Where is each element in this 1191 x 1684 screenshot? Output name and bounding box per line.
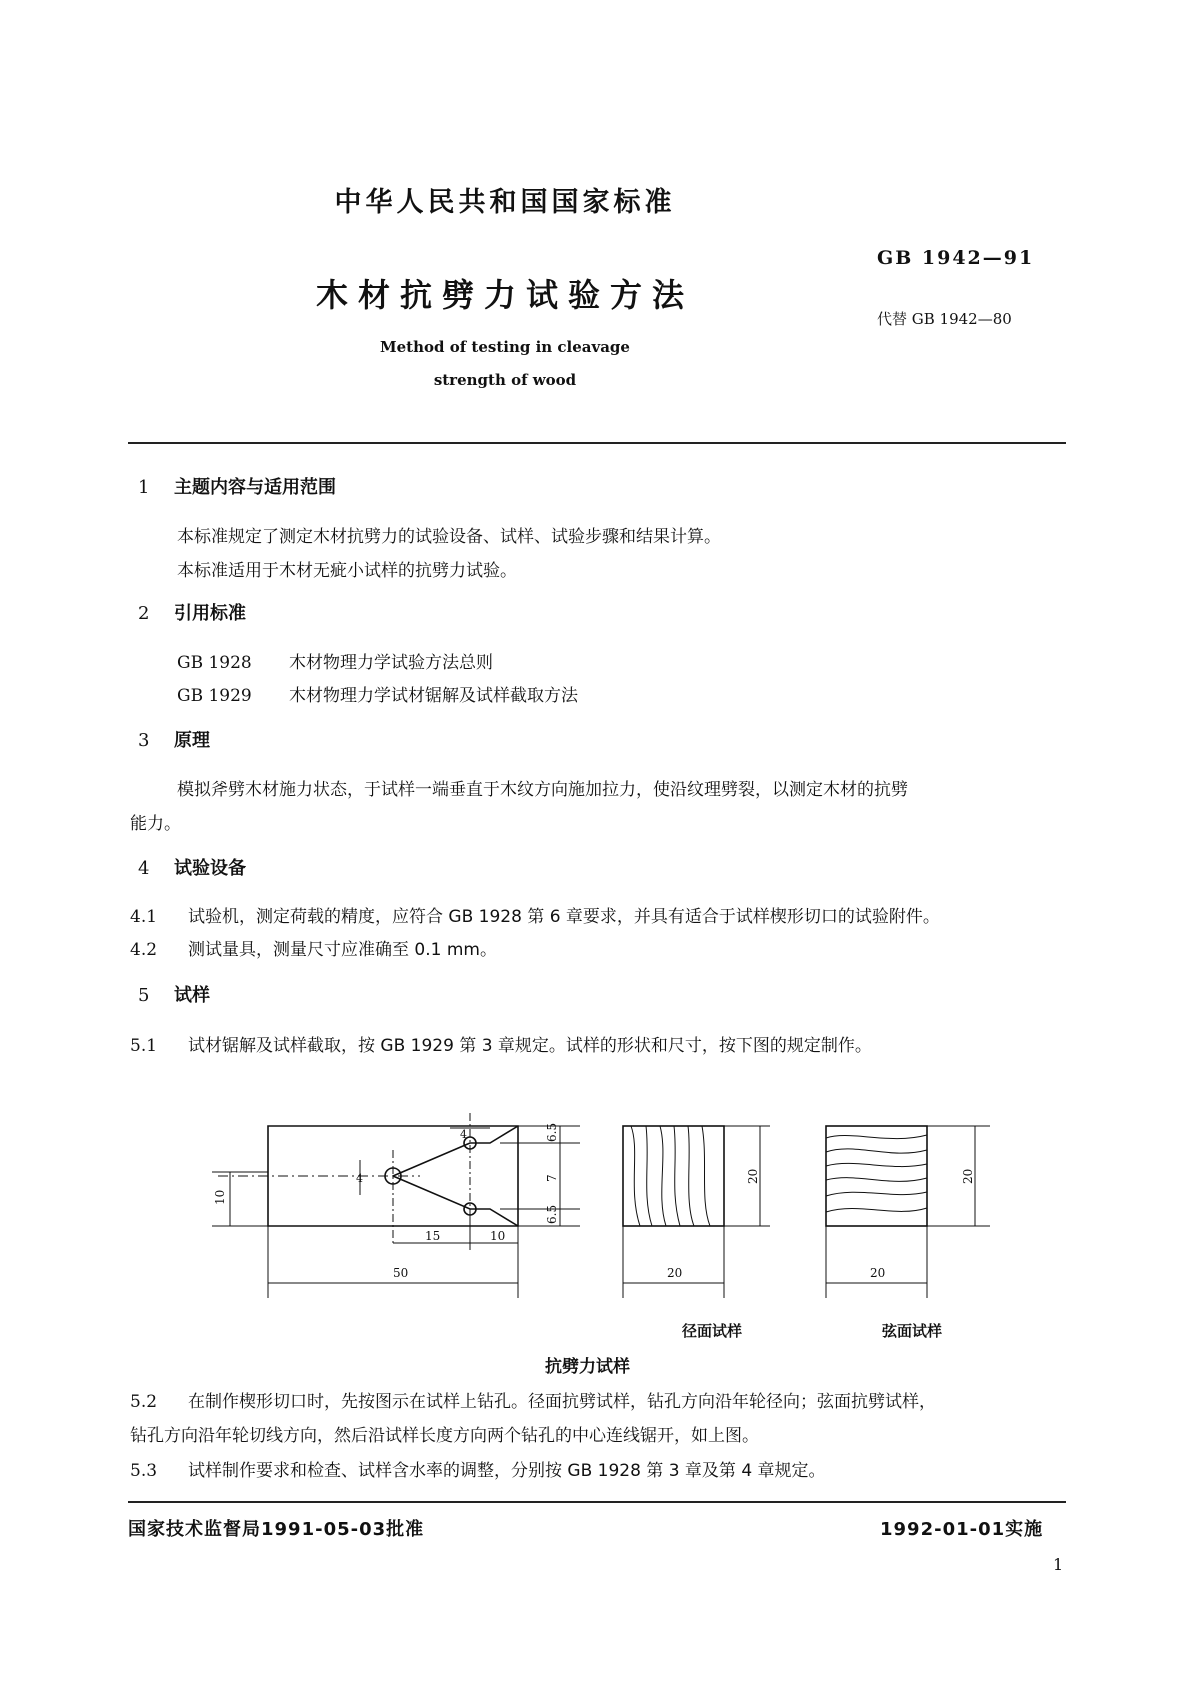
label-radial-specimen: 径面试样 (682, 1322, 743, 1340)
effective-date: 1992-01-01实施 (880, 1519, 1044, 1540)
dim-20-radial-height: 20 (746, 1168, 760, 1184)
section-4-heading: 4 试验设备 (138, 858, 246, 879)
reference-item: GB 1929 木材物理力学试材锯解及试样截取方法 (177, 686, 578, 706)
dim-50: 50 (393, 1266, 409, 1280)
section-5-heading: 5 试样 (138, 985, 210, 1006)
clause-5-3: 5.3 试样制作要求和检查、试样含水率的调整，分别按 GB 1928 第 3 章及第 4 章规定。 (130, 1461, 826, 1481)
national-standard-heading: 中华人民共和国国家标准 (334, 187, 676, 218)
dim-10-bottom: 10 (490, 1229, 506, 1243)
section-1-paragraph-2: 本标准适用于木材无疵小试样的抗劈力试验。 (177, 561, 517, 581)
section-3-heading: 3 原理 (138, 730, 210, 751)
wedge-notch (393, 1126, 518, 1226)
dim-6-5-top: 6.5 (545, 1122, 559, 1142)
dim-20-radial-width: 20 (667, 1266, 683, 1280)
section-1-heading: 1 主题内容与适用范围 (138, 477, 336, 498)
clause-5-1: 5.1 试材锯解及试样截取，按 GB 1929 第 3 章规定。试样的形状和尺寸，按下图的规定制作。 (130, 1036, 872, 1056)
clause-4-2: 4.2 测试量具，测量尺寸应准确至 0.1 mm。 (130, 940, 497, 960)
dim-6-5-bottom: 6.5 (545, 1204, 559, 1224)
reference-item: GB 1928 木材物理力学试验方法总则 (177, 653, 493, 673)
replaces-standard: 代替 GB 1942—80 (877, 310, 1012, 328)
footer-rule (128, 1501, 1066, 1503)
dim-7: 7 (545, 1174, 559, 1182)
section-2-heading: 2 引用标准 (138, 603, 246, 624)
clause-5-2-line-1: 5.2 在制作楔形切口时，先按图示在试样上钻孔。径面抗劈试样，钻孔方向沿年轮径向；弦面抗劈试样， (130, 1392, 936, 1412)
standard-number: GB 1942—91 (877, 247, 1035, 269)
dim-15: 15 (425, 1229, 441, 1243)
section-3-paragraph-line-2: 能力。 (130, 814, 181, 834)
dim-20-tangential-height: 20 (961, 1168, 975, 1184)
page-number: 1 (1053, 1555, 1064, 1574)
section-1-paragraph-1: 本标准规定了测定木材抗劈力的试验设备、试样、试验步骤和结果计算。 (177, 527, 721, 547)
label-tangential-specimen: 弦面试样 (882, 1322, 943, 1340)
dim-10-left: 10 (213, 1189, 227, 1205)
radial-specimen (623, 1126, 724, 1226)
english-title-line-1: Method of testing in cleavage (380, 338, 630, 356)
clause-5-2-line-2: 钻孔方向沿年轮切线方向，然后沿试样长度方向两个钻孔的中心连线锯开，如上图。 (130, 1426, 759, 1446)
dim-20-tangential-width: 20 (870, 1266, 886, 1280)
approval-date: 国家技术监督局1991-05-03批准 (128, 1519, 425, 1540)
figure-caption: 抗劈力试样 (545, 1357, 630, 1377)
dim-4-top: 4 (460, 1128, 467, 1141)
section-3-paragraph-line-1: 模拟斧劈木材施力状态，于试样一端垂直于木纹方向施加拉力，使沿纹理劈裂，以测定木材的抗劈 (177, 780, 908, 800)
dim-4-left: 4 (356, 1172, 363, 1185)
document-title: 木材抗劈力试验方法 (315, 276, 694, 314)
english-title-line-2: strength of wood (433, 371, 577, 389)
clause-4-1: 4.1 试验机，测定荷载的精度，应符合 GB 1928 第 6 章要求，并具有适合于试样楔形切口的试验附件。 (130, 907, 940, 927)
